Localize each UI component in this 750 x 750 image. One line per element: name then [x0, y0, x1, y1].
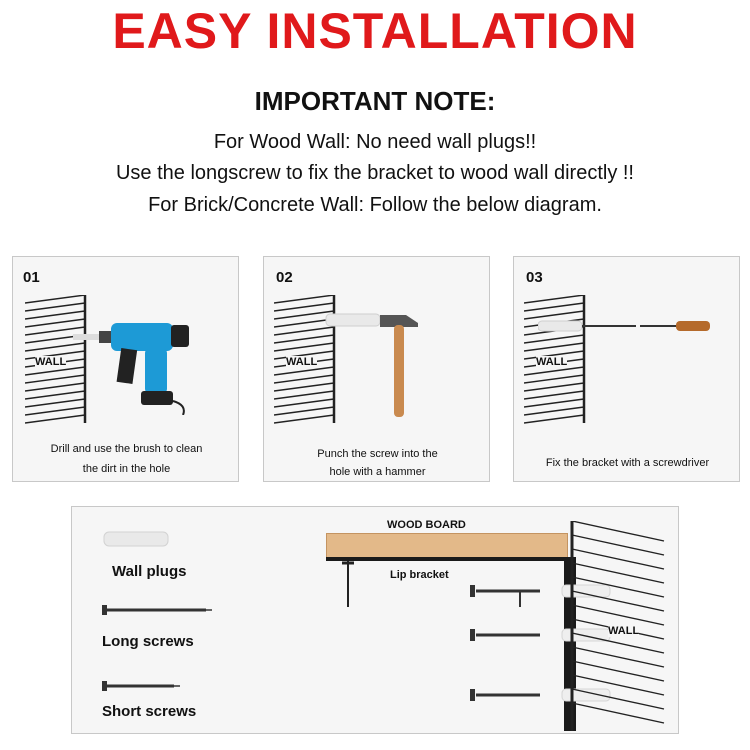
note-line-1: For Wood Wall: No need wall plugs!!	[213, 131, 537, 153]
drill-icon	[73, 315, 198, 415]
short-screw-icon	[102, 679, 182, 693]
assembly-diagram	[71, 506, 679, 734]
step-number: 02	[276, 269, 293, 286]
step-caption: Fix the bracket with a screwdriver	[545, 457, 710, 469]
step-number: 03	[526, 269, 543, 286]
note-line-3: For Brick/Concrete Wall: Follow the below diagram.	[148, 194, 602, 216]
long-screw-icon	[102, 603, 212, 617]
page-title: EASY INSTALLATION	[112, 3, 638, 59]
wall-label: WALL	[35, 356, 67, 368]
step-caption: Punch the screw into the hole with a hammer	[317, 448, 438, 478]
wall-plug-icon	[102, 529, 172, 549]
step-number: 01	[23, 269, 40, 286]
step-panel-1	[12, 256, 239, 482]
wall-label: WALL	[608, 625, 640, 637]
note-heading: IMPORTANT NOTE:	[254, 86, 496, 116]
hammer-icon	[374, 309, 424, 421]
step-panel-2	[263, 256, 490, 482]
wall-label: WALL	[286, 356, 318, 368]
wood-board	[326, 533, 568, 559]
part-label-wall-plugs: Wall plugs	[112, 563, 187, 580]
part-label-short-screws: Short screws	[102, 703, 197, 720]
note-line-2: Use the longscrew to fix the bracket to wood wall directly !!	[115, 162, 634, 184]
step-panel-3	[513, 256, 740, 482]
screwdriver-icon	[538, 317, 718, 339]
wood-board-label: WOOD BOARD	[387, 519, 466, 531]
step-caption: Drill and use the brush to clean the dirt in the hole	[50, 443, 203, 475]
part-label-long-screws: Long screws	[102, 633, 194, 650]
lip-bracket-label: Lip bracket	[390, 569, 449, 581]
wall-label: WALL	[536, 356, 568, 368]
